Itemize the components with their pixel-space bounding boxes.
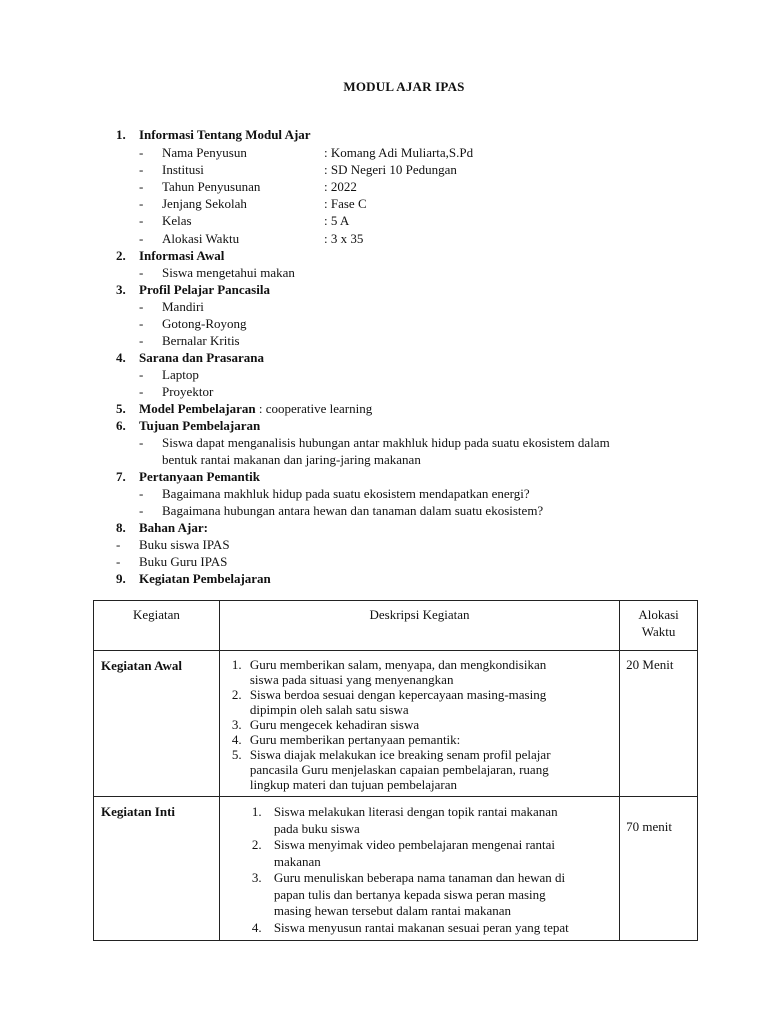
table-row xyxy=(94,651,698,797)
list-item: 3. Guru mengecek kehadiran siswa xyxy=(231,717,420,732)
row-description xyxy=(219,797,619,941)
document-title: MODUL AJAR IPAS xyxy=(343,79,465,94)
row-label: Kegiatan Inti xyxy=(94,797,220,941)
list-item: 2. Siswa berdoa sesuai dengan kepercayaan masing-masing dipimpin oleh salah satu siswa xyxy=(231,687,547,717)
row-time: 70 menit xyxy=(620,797,698,941)
header-kegiatan: Kegiatan xyxy=(94,601,220,651)
list-item: 4. Siswa menyusun rantai makanan sesuai peran yang tepat xyxy=(251,919,569,935)
list-item: 3. Guru menuliskan beberapa nama tanaman dan hewan di papan tulis dan bertanya kepada siswa peran masing masing hewan tersebut dalam rantai makanan xyxy=(251,870,566,918)
header-deskripsi: Deskripsi Kegiatan xyxy=(219,601,619,651)
list-item: 1. Guru memberikan salam, menyapa, dan mengkondisikan siswa pada situasi yang menyenangkan xyxy=(231,657,547,687)
list-item: 1. Siswa melakukan literasi dengan topik rantai makanan pada buku siswa xyxy=(251,804,558,836)
kegiatan-table xyxy=(93,600,698,941)
header-alokasi: Alokasi Waktu xyxy=(620,601,698,651)
row-description xyxy=(219,651,619,797)
list-item: 5. Siswa diajak melakukan ice breaking senam profil pelajar pancasila Guru menjelaskan capaian pembelajaran, ruang lingkup materi dan tujuan pembelajaran xyxy=(231,747,551,792)
list-item: 4. Guru memberikan pertanyaan pemantik: xyxy=(231,732,461,747)
row-time: 20 Menit xyxy=(620,651,698,797)
row-label: Kegiatan Awal xyxy=(94,651,220,797)
table-row xyxy=(94,797,698,941)
table-header-row xyxy=(94,601,698,651)
list-item: 2. Siswa menyimak video pembelajaran mengenai rantai makanan xyxy=(251,837,556,869)
